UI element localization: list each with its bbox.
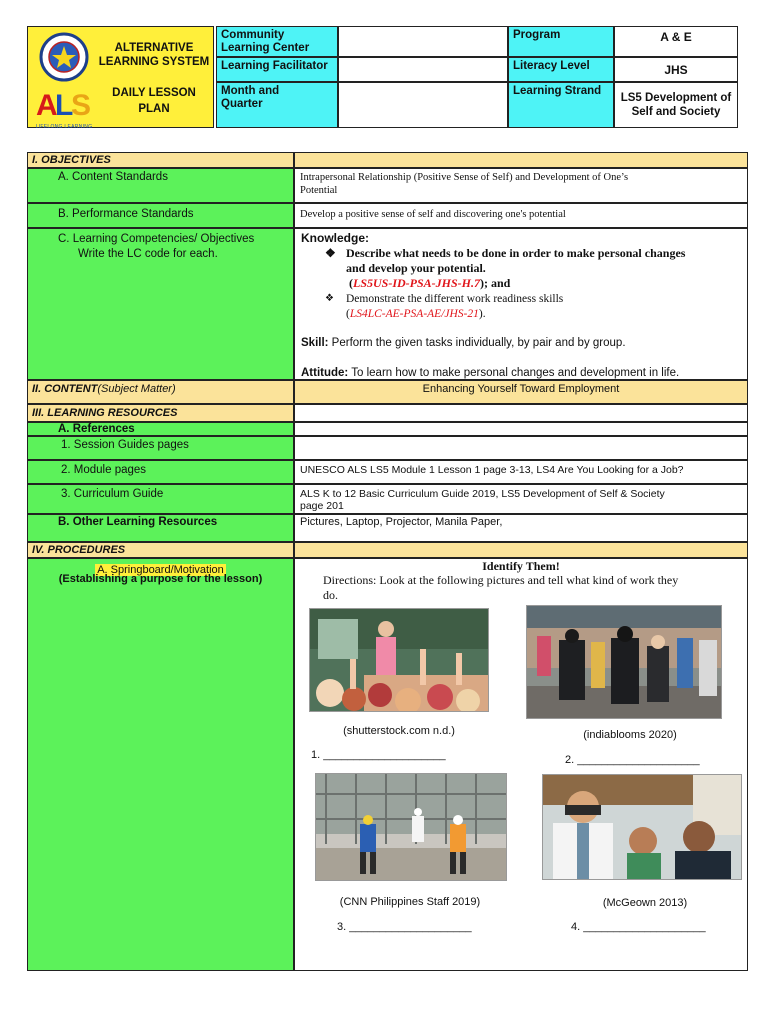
clc-label-line1: Community: [221, 29, 285, 41]
bullet2-tail: ).: [478, 308, 486, 320]
clc-label-line2: Learning Center: [221, 42, 310, 54]
module-pages-value: UNESCO ALS LS5 Module 1 Lesson 1 page 3-13, LS4 Are You Looking for a Job?: [294, 460, 748, 484]
session-guides-label: 1. Session Guides pages: [27, 436, 294, 460]
skill-text: Perform the given tasks individually, by pair and by group.: [328, 337, 626, 349]
clc-label: [216, 26, 338, 57]
program-label: Program: [508, 26, 614, 57]
caption-1: (shutterstock.com n.d.): [343, 725, 455, 737]
bullet1-code: LS5US-ID-PSA-JHS-H.7: [353, 276, 481, 290]
skill-line: [301, 337, 626, 349]
bullet1-line2: and develop your potential.: [346, 261, 486, 275]
clc-value[interactable]: [338, 26, 508, 57]
month-quarter-line1: Month and: [221, 85, 280, 97]
directions-line1: Directions: Look at the following pictures and tell what kind of work they: [323, 573, 679, 587]
police-image-icon: [527, 606, 722, 719]
org-name: [96, 41, 212, 69]
bullet1-code-line: (LS5US-ID-PSA-JHS-H.7); and: [349, 276, 511, 290]
als-logo: [34, 85, 94, 130]
other-resources-label: B. Other Learning Resources: [27, 514, 294, 542]
als-logo-subtitle: LIFELONG LEARNING: [35, 124, 93, 130]
bullet2-line1: Demonstrate the different work readiness skills: [346, 293, 564, 305]
attitude-text: To learn how to make personal changes and development in life.: [348, 367, 680, 379]
plan-title-line1: DAILY LESSON: [112, 87, 196, 99]
curriculum-guide-label: 3. Curriculum Guide: [27, 484, 294, 514]
bullet1-line1: Describe what needs to be done in order to make personal changes: [346, 246, 686, 260]
knowledge-label: Knowledge:: [301, 231, 369, 245]
doctor-image-icon: [543, 775, 742, 880]
learning-competencies-line1: C. Learning Competencies/ Objectives: [58, 233, 255, 245]
performance-standards-value: Develop a positive sense of self and discovering one's potential: [294, 203, 748, 228]
performance-standards-label: B. Performance Standards: [27, 203, 294, 228]
objectives-title: I. OBJECTIVES: [27, 152, 294, 168]
literacy-level-label: Literacy Level: [508, 57, 614, 82]
curriculum-guide-line2: page 201: [300, 500, 344, 512]
references-label: A. References: [27, 422, 294, 436]
org-name-line2: LEARNING SYSTEM: [98, 56, 210, 68]
directions-line2: do.: [323, 588, 338, 602]
learning-competencies-label: [27, 228, 294, 380]
caption-4: (McGeown 2013): [602, 897, 688, 909]
springboard-subtitle: (Establishing a purpose for the lesson): [58, 573, 263, 585]
attitude-label: Attitude:: [301, 367, 349, 379]
doctor-photo: [542, 774, 742, 880]
objectives-title-right: [294, 152, 748, 168]
resources-title-right: [294, 404, 748, 422]
content-label: [27, 380, 294, 404]
answer-blank-2[interactable]: 2. ____________________: [565, 754, 700, 766]
learning-strand-line1: LS5 Development of: [620, 92, 732, 104]
skill-label: Skill:: [301, 337, 329, 349]
bullet1-tail: ); and: [480, 276, 511, 290]
springboard-content-cell: [294, 558, 748, 971]
classroom-image-icon: [310, 609, 489, 712]
month-quarter-line2: Quarter: [221, 98, 263, 110]
caption-3: (CNN Philippines Staff 2019): [339, 896, 481, 908]
learning-facilitator-value[interactable]: [338, 57, 508, 82]
activity-title: Identify Them!: [482, 559, 560, 573]
bullet-diamond-icon: ❖: [325, 246, 336, 260]
learning-competencies-line2: Write the LC code for each.: [78, 248, 218, 260]
content-label-main: II. CONTENT: [32, 383, 98, 395]
content-label-sub: (Subject Matter): [97, 383, 176, 395]
construction-photo: [315, 773, 507, 881]
classroom-photo: [309, 608, 489, 712]
knowledge-bullet-1: [346, 246, 746, 291]
content-standards-line2: Potential: [300, 185, 338, 196]
knowledge-bullet-2: [346, 292, 746, 322]
header-title-cell: [27, 26, 214, 128]
program-value: A & E: [614, 26, 738, 57]
answer-blank-1[interactable]: 1. ____________________: [311, 749, 446, 761]
svg-text:S: S: [71, 89, 92, 119]
procedures-title: IV. PROCEDURES: [27, 542, 294, 558]
module-pages-label: 2. Module pages: [27, 460, 294, 484]
org-name-line1: ALTERNATIVE: [114, 42, 194, 54]
plan-title-line2: PLAN: [138, 103, 170, 115]
svg-text:A: A: [36, 89, 58, 119]
deped-seal-icon: [34, 31, 94, 83]
caption-2: (indiablooms 2020): [583, 729, 677, 741]
activity-directions: [323, 573, 743, 603]
month-quarter-label: [216, 82, 338, 128]
springboard-title: A. Springboard/Motivation: [97, 564, 224, 576]
svg-text:L: L: [55, 89, 74, 119]
answer-blank-3[interactable]: 3. ____________________: [337, 921, 472, 933]
answer-blank-4[interactable]: 4. ____________________: [571, 921, 706, 933]
learning-strand-line2: Self and Society: [631, 106, 721, 118]
procedures-title-right: [294, 542, 748, 558]
resources-title: III. LEARNING RESOURCES: [27, 404, 294, 422]
bullet2-code: LS4LC-AE-PSA-AE/JHS-21: [349, 308, 479, 320]
curriculum-guide-value: [294, 484, 748, 514]
literacy-level-value: JHS: [614, 57, 738, 82]
als-logo-icon: [34, 85, 94, 119]
other-resources-value: Pictures, Laptop, Projector, Manila Paper,: [294, 514, 748, 542]
learning-strand-label: Learning Strand: [508, 82, 614, 128]
learning-competencies-value: [294, 228, 748, 380]
content-value: Enhancing Yourself Toward Employment: [294, 380, 748, 404]
attitude-line: [301, 367, 679, 379]
bullet2-code-line: (LS4LC-AE-PSA-AE/JHS-21).: [346, 308, 486, 320]
content-standards-line1: Intrapersonal Relationship (Positive Sense of Self) and Development of One’s: [300, 172, 629, 183]
session-guides-value: [294, 436, 748, 460]
curriculum-guide-line1: ALS K to 12 Basic Curriculum Guide 2019, LS5 Development of Self & Society: [300, 488, 665, 500]
springboard-label-cell: [27, 558, 294, 971]
references-value: [294, 422, 748, 436]
learning-strand-value: [614, 82, 738, 128]
bullet-diamond-icon-2: ❖: [325, 293, 334, 304]
learning-facilitator-label: Learning Facilitator: [216, 57, 338, 82]
construction-image-icon: [316, 774, 507, 881]
police-photo: [526, 605, 722, 719]
content-standards-value: [294, 168, 748, 203]
content-standards-label: A. Content Standards: [27, 168, 294, 203]
plan-title: [96, 85, 212, 117]
month-quarter-value[interactable]: [338, 82, 508, 128]
